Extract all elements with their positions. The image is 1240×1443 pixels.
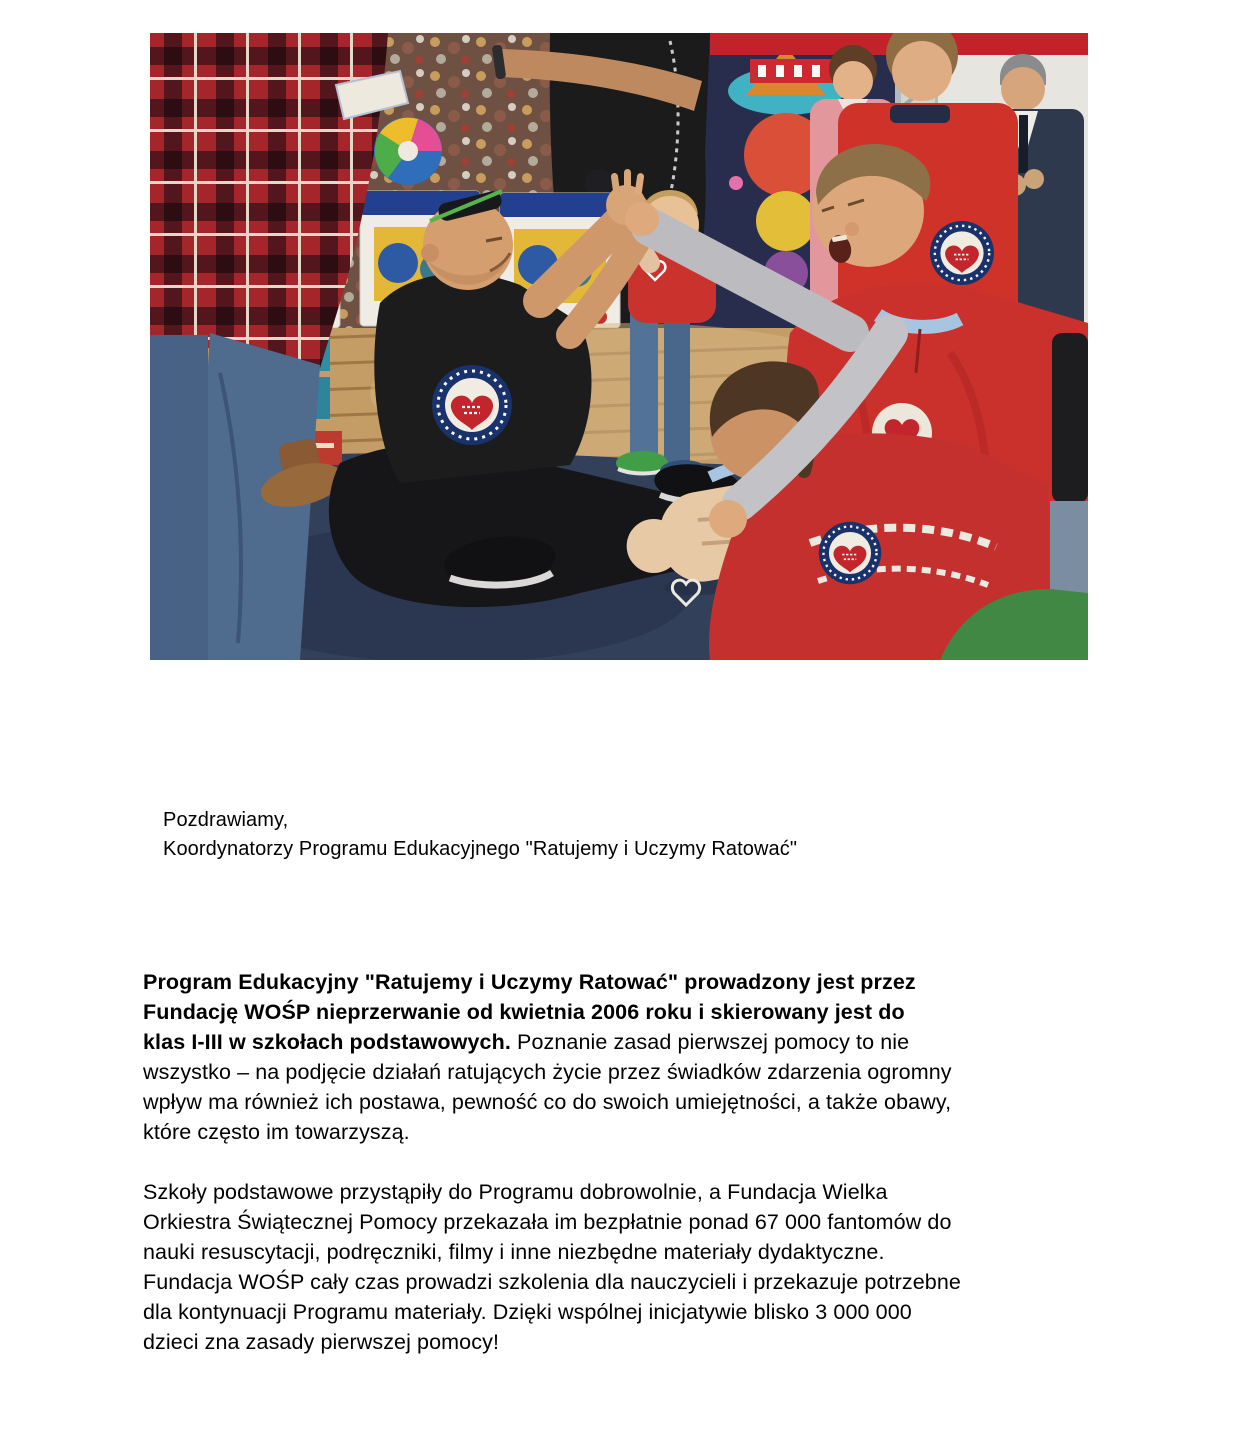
paragraph-schools (143, 1177, 1163, 1357)
text-line: wpływ ma również ich postawa, pewność co do swoich umiejętności, a także obawy, (143, 1090, 952, 1114)
paragraph-program (143, 967, 1163, 1147)
warm-tone-overlay (150, 33, 1088, 660)
signature-line-2: Koordynatorzy Programu Edukacyjnego "Ratujemy i Uczymy Ratować" (163, 838, 798, 860)
text-line: Orkiestra Świątecznej Pomocy przekazała im bezpłatnie ponad 67 000 fantomów do (143, 1210, 952, 1234)
signature-block (163, 806, 797, 864)
text-line: klas I-III w szkołach podstawowych. (143, 1030, 511, 1054)
text-line: nauki resuscytacji, podręczniki, filmy i inne niezbędne materiały dydaktyczne. (143, 1240, 885, 1264)
text-line: dla kontynuacji Programu materiały. Dzięki wspólnej inicjatywie blisko 3 000 000 (143, 1300, 912, 1324)
text-line: Poznanie zasad pierwszej pomocy to nie (517, 1030, 910, 1054)
body-text (143, 967, 1163, 1357)
text-line: dzieci zna zasady pierwszej pomocy! (143, 1330, 500, 1354)
text-line: Szkoły podstawowe przystąpiły do Programu dobrowolnie, a Fundacja Wielka (143, 1180, 888, 1204)
text-line: Fundację WOŚP nieprzerwanie od kwietnia 2006 roku i skierowany jest do (143, 1000, 905, 1024)
text-line: wszystko – na podjęcie działań ratujących życie przez świadków zdarzenia ogromny (143, 1060, 952, 1084)
text-line: które często im towarzyszą. (143, 1120, 410, 1144)
text-line: Program Edukacyjny "Ratujemy i Uczymy Ratować" prowadzony jest przez (143, 970, 916, 994)
photo-illustration (150, 33, 1088, 660)
event-photo (150, 33, 1088, 660)
signature-line-1: Pozdrawiamy, (163, 809, 289, 831)
text-line: Fundacja WOŚP cały czas prowadzi szkolenia dla nauczycieli i przekazuje potrzebne (143, 1270, 961, 1294)
